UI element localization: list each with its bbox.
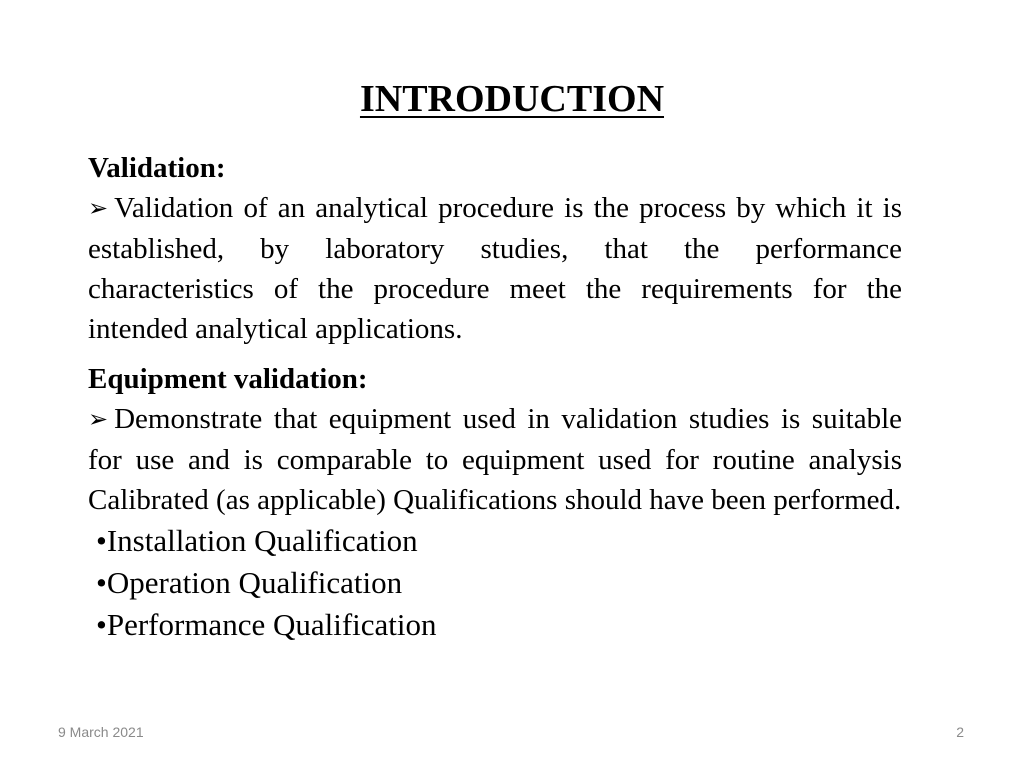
equipment-validation-section bbox=[88, 359, 902, 646]
section-paragraph bbox=[88, 399, 902, 520]
list-item: •Installation Qualification bbox=[96, 523, 418, 558]
slide-content bbox=[88, 148, 902, 646]
validation-section bbox=[88, 148, 902, 349]
paragraph-text: Validation of an analytical procedure is the process by which it is established, by laboratory studies, that the performance characteristics of the procedure meet the requirements for the intended analytical applications. bbox=[88, 192, 902, 345]
paragraph-text: Demonstrate that equipment used in validation studies is suitable for use and is comparable to equipment used for routine analysis Calibrated (as applicable) Qualifications should have been performed. bbox=[88, 403, 902, 516]
arrow-bullet-icon: ➢ bbox=[88, 405, 109, 433]
list-item: •Performance Qualification bbox=[96, 607, 437, 642]
qualification-list bbox=[88, 520, 902, 646]
slide-title: INTRODUCTION bbox=[359, 78, 665, 120]
section-heading: Validation: bbox=[88, 152, 226, 184]
section-heading: Equipment validation: bbox=[88, 363, 368, 395]
arrow-bullet-icon: ➢ bbox=[88, 194, 109, 222]
list-item: •Operation Qualification bbox=[96, 565, 403, 600]
section-paragraph bbox=[88, 188, 902, 349]
footer-date: 9 March 2021 bbox=[58, 724, 144, 740]
footer-page-number: 2 bbox=[956, 724, 964, 740]
